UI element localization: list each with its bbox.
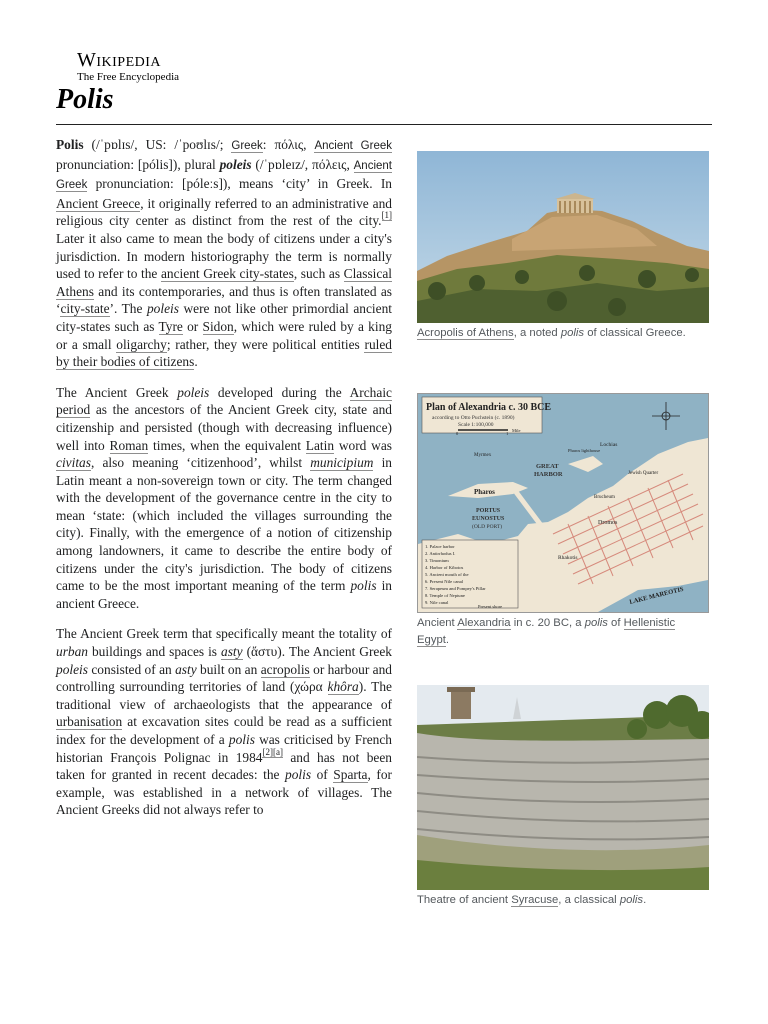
text: The Ancient Greek [56,384,178,400]
text-italic: polis [350,578,377,594]
map-label-great: GREAT [536,463,559,470]
link-latin[interactable]: Latin [305,437,335,453]
figure-acropolis [417,151,709,342]
text-italic: polis [584,617,608,629]
legend-item: 3. Timonium [425,558,449,563]
map-label-eunostus: EUNOSTUS [472,516,505,522]
link-greek[interactable]: Greek [231,140,263,152]
figure-alexandria [417,393,709,649]
text: built on an [196,661,261,677]
text-italic: asty [175,661,197,677]
text: . [194,354,198,370]
link-alexandria[interactable]: Alexandria [457,617,511,629]
text-italic: khôra [327,679,359,695]
link-roman[interactable]: Roman [109,437,149,453]
link-khora[interactable] [328,679,359,695]
map-label-portus: PORTUS [476,508,501,514]
text-italic: urban [56,644,88,660]
term-poleis: poleis [219,156,252,172]
text: Theatre of ancient [417,894,512,906]
text: in Latin meant a non-sovereign town or city. The term changed with the development of the governance centre in the city to mean ‘state: (which included the villages surrounding the city). Finally, with the emergence of a notion of citizenship among landowners, it came to describe the entire body of citizens under the city's jurisdiction. The body of citizens came to be the most important meaning of the term [56,455,392,594]
alexandria-map [418,394,708,612]
caption-alexandria [417,615,709,649]
map-label-lighthouse: Pharos lighthouse [568,448,601,453]
text: were not like other primordial ancient city-states such as [56,301,392,334]
legend-item: 8. Temple of Neptune [425,593,465,598]
text: as the ancestors of the Ancient Greek city, state and citizenship and persisted (though with decreasing influence) well into [56,402,392,453]
text-italic: polis [619,894,644,906]
text: , for example, was established in a network of villages. The Ancient Greeks did not always refer to [56,767,393,818]
link-oligarchy[interactable]: oligarchy [116,336,167,352]
legend-item: 4. Harbor of Kibotos [425,565,464,570]
map-label-lochias: Lochias [600,442,618,448]
legend-item: 1. Palace harbor [425,544,455,549]
link-classical-athens[interactable]: Classical Athens [56,266,393,299]
logo-wordmark: Wikipedia [77,49,162,71]
link-acropolis-athens[interactable]: Acropolis of Athens [417,327,514,339]
term-bold: Polis [56,137,84,152]
link-asty[interactable] [221,644,243,660]
link-city-state[interactable]: city-state [60,301,110,317]
text-italic: polis [560,327,585,339]
text: of [607,617,624,629]
map-scale: Scale 1:100,000 [458,422,494,428]
text: : πόλις, [262,137,315,152]
text: or harbour and controlling surrounding territories of land (χώρα [56,661,392,695]
text: Later it also came to mean the body of citizens under a city's jurisdiction. In modern historiography the term is normally used to refer to the [56,230,392,282]
link-tyre[interactable]: Tyre [158,318,183,334]
text: or [182,318,203,334]
text: The Ancient Greek term that specifically meant the totality of [56,626,392,642]
paragraph-development [56,384,392,613]
text-italic: civitas [56,455,91,471]
text: at excavation sites could be read as a sufficient index for the development of a [56,714,392,747]
map-title: Plan of Alexandria c. 30 BCE [426,402,552,413]
text: in ancient Greece. [56,578,393,611]
link-city-states[interactable]: ancient Greek city-states [160,266,294,282]
link-ruled-by-citizens[interactable]: ruled by their bodies of citizens [56,336,392,370]
alexandria-map-image[interactable] [417,393,709,613]
link-sidon[interactable]: Sidon [202,318,234,334]
map-subtitle: according to Otto Puchstein (c. 1890) [432,415,515,421]
text: , a classical [558,894,620,906]
text: was criticised by French historian François Polignac in 1984 [56,732,392,765]
text: ). The traditional view of archaeologists that the appearance of [56,679,392,712]
text-italic: poleis [146,301,179,317]
page-title: Polis [56,84,114,115]
text-italic: asty [221,644,243,660]
text: Ancient [417,617,458,629]
legend-item: 2. Antirrhodus I. [425,551,456,556]
text: of [311,767,334,783]
acropolis-image[interactable] [417,151,709,323]
paragraph-asty [56,625,392,819]
caption-theatre [417,892,709,909]
map-label-myrmex: Myrmex [474,453,492,458]
link-urbanisation[interactable]: urbanisation [56,714,123,730]
text: , also meaning ‘citizenhood’, whilst [90,455,311,471]
map-label-rhakotis: Rhakotis [558,555,578,561]
citation-2a[interactable]: [2][a] [262,746,283,757]
link-ancient-greek[interactable]: Ancient Greek [314,140,392,152]
text: of classical Greece. [584,327,686,339]
wikipedia-logo[interactable] [77,50,179,84]
citation-1[interactable]: [1] [381,210,392,221]
theatre-image[interactable] [417,685,709,890]
title-divider [56,124,712,125]
text: , such as [293,266,344,282]
acropolis-photo [417,151,709,323]
link-hellenistic-egypt[interactable]: Hellenistic Egypt [417,617,676,646]
text: buildings and spaces is [88,644,222,660]
map-label-brucheum: Brucheum [594,495,615,500]
map-label-present-shore: Present shore [478,604,503,609]
text: . [643,894,647,906]
map-label-dromos: Dromos [598,520,618,526]
text: . [445,634,450,646]
text: (ἄστυ). The Ancient Greek [242,644,392,660]
text-italic: polis [228,732,255,747]
map-scale-1: 1 [506,431,509,436]
text: times, when the equivalent [148,437,306,453]
link-municipium[interactable] [310,455,373,471]
text: and has not been taken for granted in recent decades: the [56,749,392,783]
map-scale-0: 0 [456,431,459,436]
text: and its contemporaries, and thus is often translated as ‘ [56,283,392,317]
legend-item: 7. Serapeum and Pompey's Pillar [425,586,486,591]
theatre-photo [417,685,709,890]
text-italic: poleis [177,384,210,400]
link-ancient-greek-2[interactable]: Ancient Greek [56,159,392,192]
legend-item: 5. Ancient mouth of the [425,572,469,577]
link-acropolis[interactable]: acropolis [260,661,310,677]
map-label-harbor: HARBOR [534,471,563,478]
text-italic: polis [285,767,312,783]
text: in c. 20 BC, a [510,617,585,629]
text: pronunciation: [póleːs]), means ‘city’ in Greek. In [87,176,392,192]
text: , a noted [513,327,561,339]
text: ’. The [109,301,147,317]
map-label-oldport: (OLD PORT) [472,524,503,530]
text: (/ˈpɒleɪz/, πόλεις, [251,156,354,172]
link-ancient-greece[interactable]: Ancient Greece [56,195,141,211]
link-syracuse[interactable]: Syracuse [511,894,559,906]
link-sparta[interactable]: Sparta [333,767,368,783]
text: , which were ruled by a king or a small [56,318,392,352]
paragraph-intro [56,136,392,371]
legend-item: 9. Nile canal [425,600,449,605]
text: (/ˈpɒlɪs/, US: /ˈpoʊlɪs/; [83,137,232,152]
caption-acropolis [417,325,709,342]
legend-item: 6. Present Nile canal [425,579,464,584]
text: , it originally referred to an administrative and religious city center as distinct from the rest of the city. [56,195,392,229]
article-body [56,136,392,832]
text: pronunciation: [pólis]), plural [56,156,220,172]
map-label-jewish: Jewish Quarter [628,471,659,476]
figure-theatre [417,685,709,909]
map-scale-mile: Mile [512,428,521,433]
link-archaic-period[interactable]: Archaic period [56,384,392,418]
logo-tagline: The Free Encyclopedia [77,71,180,83]
text: developed during the [209,384,350,400]
link-civitas[interactable] [56,455,91,471]
text-italic: municipium [310,455,374,471]
text: ; rather, they were political entities [166,336,365,352]
text-italic: poleis [56,661,88,677]
map-label-pharos: Pharos [474,488,495,496]
text: word was [334,437,392,453]
map-label-lake: LAKE MAREOTIS [628,585,685,606]
text: consisted of an [88,661,176,677]
